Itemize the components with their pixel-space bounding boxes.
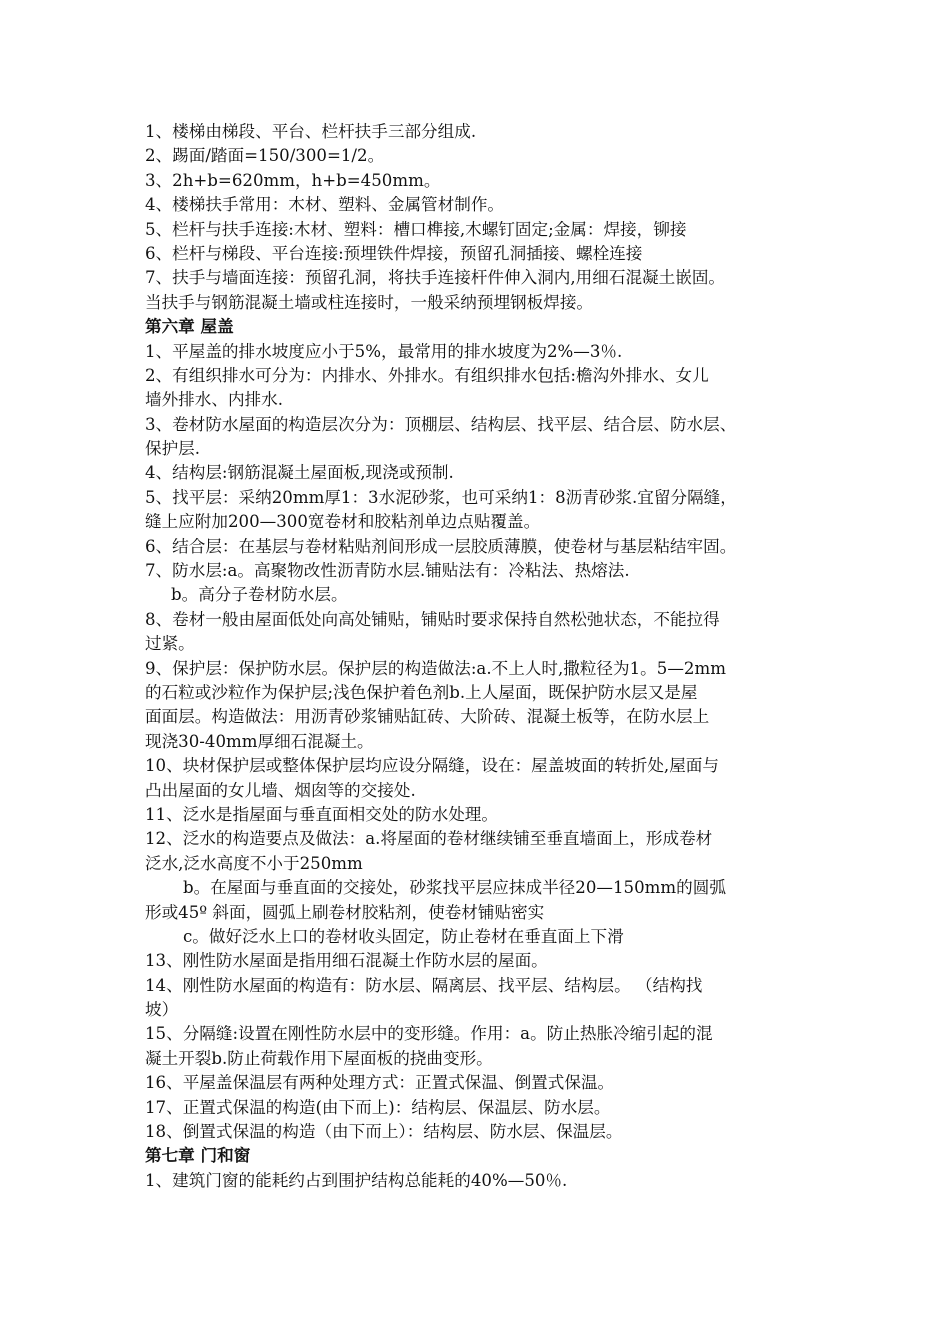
text-line: 坡） [145, 1000, 179, 1020]
text-line: 18、倒置式保温的构造（由下而上）：结构层、防水层、保温层。 [145, 1122, 623, 1142]
text-line: c。做好泛水上口的卷材收头固定，防止卷材在垂直面上下滑 [183, 926, 624, 946]
text-line: 墙外排水、内排水. [145, 390, 284, 410]
text-line: 2、踢面/踏面=150/300=1/2。 [145, 146, 385, 166]
text-line: 凸出屋面的女儿墙、烟囱等的交接处. [145, 780, 416, 800]
text-line: 10、块材保护层或整体保护层均应设分隔缝，设在：屋盖坡面的转折处,屋面与 [145, 756, 719, 776]
text-line: 5、栏杆与扶手连接:木材、塑料：槽口榫接,木螺钉固定;金属：焊接，铆接 [145, 219, 687, 239]
text-line: 1、平屋盖的排水坡度应小于5%，最常用的排水坡度为2%—3％. [145, 341, 623, 361]
text-line: 凝土开裂b.防止荷载作用下屋面板的挠曲变形。 [145, 1048, 493, 1068]
text-line: 13、刚性防水屋面是指用细石混凝土作防水层的屋面。 [145, 951, 548, 971]
text-line: 14、刚性防水屋面的构造有：防水层、隔离层、找平层、结构层。 （结构找 [145, 975, 703, 995]
text-line: 保护层. [145, 439, 201, 459]
chapter-heading: 第七章 门和窗 [145, 1146, 251, 1166]
text-line: 12、泛水的构造要点及做法：a.将屋面的卷材继续铺至垂直墙面上，形成卷材 [145, 829, 713, 849]
text-line: 1、楼梯由梯段、平台、栏杆扶手三部分组成. [145, 122, 477, 141]
text-line: 16、平屋盖保温层有两种处理方式：正置式保温、倒置式保温。 [145, 1073, 615, 1093]
text-line: 缝上应附加200—300宽卷材和胶粘剂单边点贴覆盖。 [145, 512, 541, 532]
text-line: 当扶手与钢筋混凝土墙或柱连接时，一般采纳预埋钢板焊接。 [145, 292, 594, 312]
text-line: b。高分子卷材防水层。 [171, 585, 348, 605]
text-line: 7、防水层:a。高聚物改性沥青防水层.铺贴法有：冷粘法、热熔法. [145, 561, 630, 581]
text-line: 9、保护层：保护防水层。保护层的构造做法:a.不上人时,撒粒径为1。5—2mm [145, 658, 726, 678]
text-line: 3、卷材防水屋面的构造层次分为：顶棚层、结构层、找平层、结合层、防水层、 [145, 414, 737, 434]
text-line: 泛水,泛水高度不小于250mm [145, 853, 363, 873]
text-line: 8、卷材一般由屋面低处向高处铺贴，铺贴时要求保持自然松弛状态，不能拉得 [145, 609, 720, 629]
text-line: 6、结合层：在基层与卷材粘贴剂间形成一层胶质薄膜，使卷材与基层粘结牢固。 [145, 536, 737, 556]
text-line: 17、正置式保温的构造(由下而上)：结构层、保温层、防水层。 [145, 1097, 611, 1117]
text-line: 2、有组织排水可分为：内排水、外排水。有组织排水包括:檐沟外排水、女儿 [145, 365, 709, 385]
text-line: 4、结构层:钢筋混凝土屋面板,现浇或预制. [145, 463, 454, 483]
text-line: 1、建筑门窗的能耗约占到围护结构总能耗的40%—50％. [145, 1170, 568, 1190]
text-line: 15、分隔缝:设置在刚性防水层中的变形缝。作用：a。防止热胀冷缩引起的混 [145, 1024, 713, 1044]
text-line: 7、扶手与墙面连接：预留孔洞，将扶手连接杆件伸入洞内,用细石混凝土嵌固。 [145, 268, 726, 288]
text-line: b。在屋面与垂直面的交接处，砂浆找平层应抹成半径20—150mm的圆弧 [183, 878, 726, 898]
text-line: 面面层。构造做法：用沥青砂浆铺贴缸砖、大阶砖、混凝土板等，在防水层上 [145, 707, 710, 727]
text-line: 形或45º 斜面，圆弧上刷卷材胶粘剂，使卷材铺贴密实 [145, 902, 545, 922]
chapter-heading: 第六章 屋盖 [145, 317, 234, 337]
text-line: 5、找平层：采纳20mm厚1：3水泥砂浆，也可采纳1：8沥青砂浆.宜留分隔缝， [145, 487, 737, 507]
text-line: 4、楼梯扶手常用：木材、塑料、金属管材制作。 [145, 195, 505, 215]
text-line: 11、泛水是指屋面与垂直面相交处的防水处理。 [145, 804, 498, 824]
text-line: 的石粒或沙粒作为保护层;浅色保护着色剂b.上人屋面，既保护防水层又是屋 [145, 682, 698, 702]
text-line: 6、栏杆与梯段、平台连接:预埋铁件焊接，预留孔洞插接、螺栓连接 [145, 243, 643, 263]
text-line: 过紧。 [145, 634, 195, 654]
text-line: 现浇30-40mm厚细石混凝土。 [145, 731, 374, 751]
document-body [145, 120, 835, 1193]
text-line: 3、2h+b=620mm，h+b=450mm。 [145, 170, 441, 190]
